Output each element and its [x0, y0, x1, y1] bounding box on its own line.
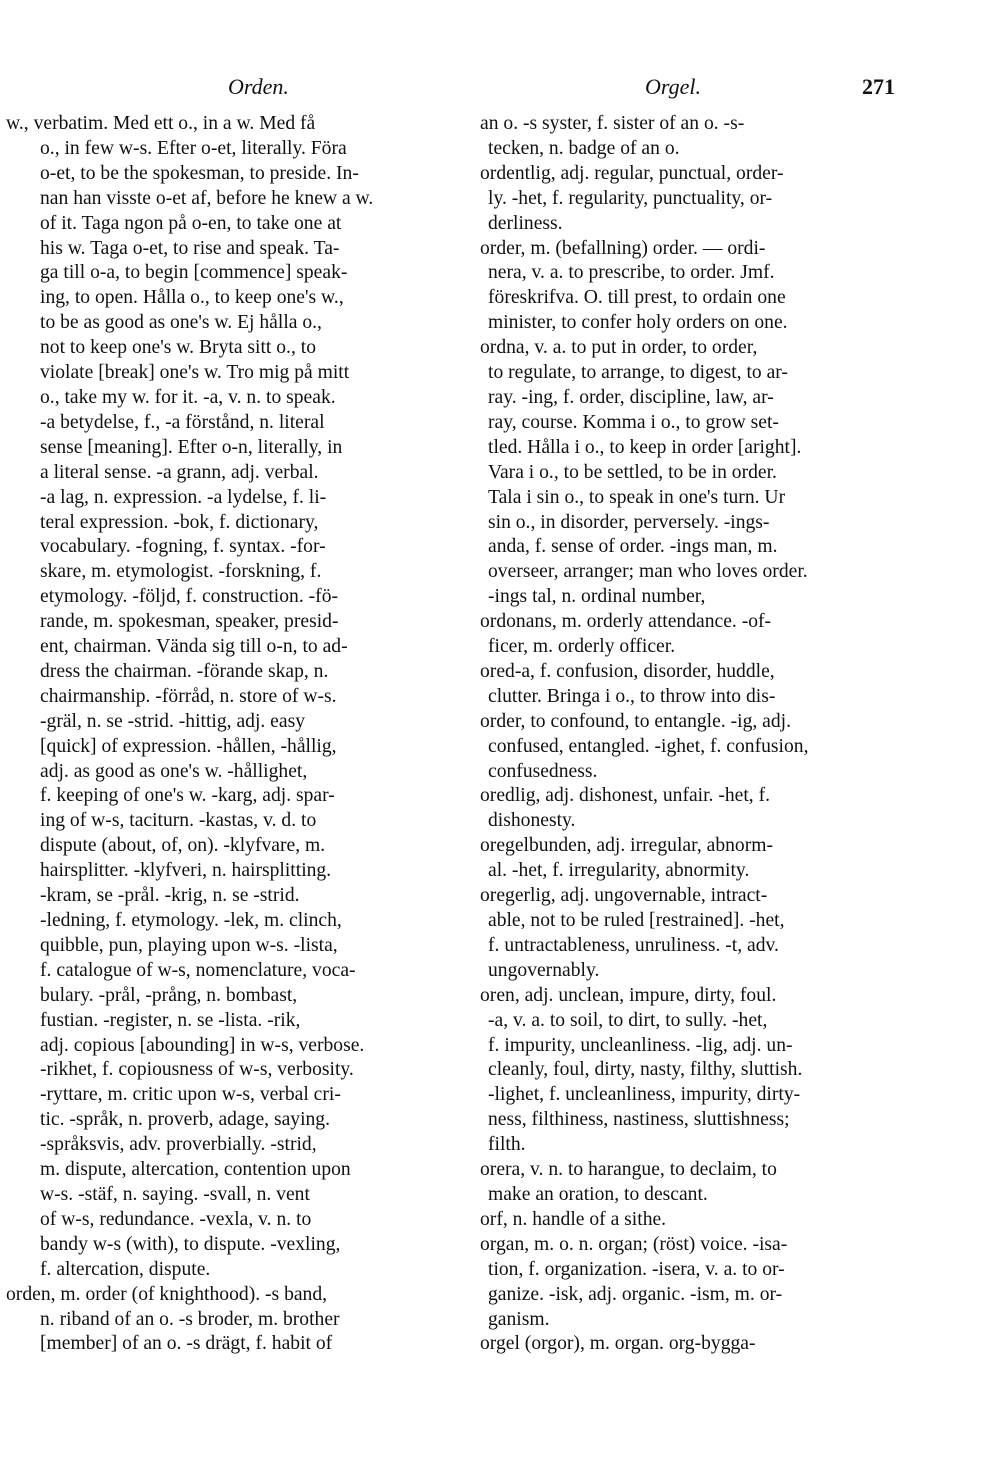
text-line: hairsplitter. -klyfveri, n. hairsplitting.	[40, 860, 332, 882]
text-line: [quick] of expression. -hållen, -hållig,	[40, 735, 337, 757]
running-header	[0, 74, 992, 104]
text-line: overseer, arranger; man who loves order.	[488, 561, 808, 583]
text-line: ent, chairman. Vända sig till o-n, to ad-	[40, 636, 348, 658]
text-line: ly. -het, f. regularity, punctuality, or-	[488, 187, 773, 209]
text-line: -gräl, n. se -strid. -hittig, adj. easy	[40, 710, 305, 732]
text-line: Tala i sin o., to speak in one's turn. Ur	[488, 486, 786, 508]
text-line: al. -het, f. irregularity, abnormity.	[488, 860, 750, 882]
text-line: tion, f. organization. -isera, v. a. to or-	[488, 1258, 785, 1280]
text-line: föreskrifva. O. till prest, to ordain one	[488, 287, 786, 309]
text-line: tecken, n. badge of an o.	[488, 137, 680, 159]
text-line: f. keeping of one's w. -karg, adj. spar-	[40, 785, 335, 807]
text-line: to be as good as one's w. Ej hålla o.,	[40, 312, 322, 334]
entry-headword-line: organ, m. o. n. organ; (röst) voice. -isa-	[480, 1233, 788, 1255]
text-line: clutter. Bringa i o., to throw into dis-	[488, 685, 776, 707]
text-line: f. catalogue of w-s, nomenclature, voca-	[40, 959, 356, 981]
entry-headword-line: orgel (orgor), m. organ. org-bygga-	[480, 1333, 756, 1355]
text-line: his w. Taga o-et, to rise and speak. Ta-	[40, 237, 340, 259]
text-line: teral expression. -bok, f. dictionary,	[40, 511, 319, 533]
text-line: skare, m. etymologist. -forskning, f.	[40, 561, 322, 583]
text-line: ness, filthiness, nastiness, sluttishness;	[488, 1109, 790, 1131]
text-line: o-et, to be the spokesman, to preside. In-	[40, 162, 359, 184]
text-line: dress the chairman. -förande skap, n.	[40, 660, 329, 682]
text-line: ing of w-s, taciturn. -kastas, v. d. to	[40, 810, 317, 832]
text-line: a literal sense. -a grann, adj. verbal.	[40, 461, 319, 483]
text-line: of w-s, redundance. -vexla, v. n. to	[40, 1208, 312, 1230]
text-line: -ryttare, m. critic upon w-s, verbal cri-	[40, 1084, 341, 1106]
text-line: dispute (about, of, on). -klyfvare, m.	[40, 835, 326, 857]
entry-headword-line: ordentlig, adj. regular, punctual, order-	[480, 162, 784, 184]
text-line: derliness.	[488, 212, 563, 234]
text-line: -språksvis, adv. proverbially. -strid,	[40, 1134, 317, 1156]
text-line: -a betydelse, f., -a förstånd, n. literal	[40, 411, 325, 433]
text-line: f. untractableness, unruliness. -t, adv.	[488, 934, 779, 956]
text-line: etymology. -följd, f. construction. -fö-	[40, 586, 339, 608]
text-line: not to keep one's w. Bryta sitt o., to	[40, 337, 316, 359]
text-line: bulary. -prål, -prång, n. bombast,	[40, 984, 298, 1006]
text-line: ficer, m. orderly officer.	[488, 636, 676, 658]
text-line: tic. -språk, n. proverb, adage, saying.	[40, 1109, 331, 1131]
text-line: able, not to be ruled [restrained]. -het,	[488, 910, 785, 931]
text-line: chairmanship. -förråd, n. store of w-s.	[40, 685, 337, 707]
text-line: vocabulary. -fogning, f. syntax. -for-	[40, 536, 326, 558]
text-line: ing, to open. Hålla o., to keep one's w.,	[40, 287, 344, 309]
text-line: -rikhet, f. copiousness of w-s, verbosity.	[40, 1059, 354, 1081]
text-line: confused, entangled. -ighet, f. confusion,	[488, 735, 809, 757]
text-line: minister, to confer holy orders on one.	[488, 312, 788, 334]
text-line: f. altercation, dispute.	[40, 1258, 211, 1280]
entry-headword-line: oregerlig, adj. ungovernable, intract-	[480, 885, 768, 907]
entry-headword-line: oren, adj. unclean, impure, dirty, foul.	[480, 984, 777, 1006]
text-line: cleanly, foul, dirty, nasty, filthy, sluttish.	[488, 1059, 803, 1081]
entry-headword-line: order, to confound, to entangle. -ig, adj.	[480, 710, 791, 732]
text-line: bandy w-s (with), to dispute. -vexling,	[40, 1233, 341, 1255]
text-line: sin o., in disorder, perversely. -ings-	[488, 511, 770, 533]
entry-headword-line: an o. -s syster, f. sister of an o. -s-	[480, 113, 745, 134]
right-column	[480, 112, 920, 1357]
text-line: filth.	[488, 1134, 526, 1156]
text-line: make an oration, to descant.	[488, 1183, 708, 1205]
page-number: 271	[862, 74, 895, 99]
text-line: -a, v. a. to soil, to dirt, to sully. -het,	[488, 1009, 768, 1031]
header-left-guide-word: Orden.	[228, 74, 289, 99]
text-line: ganize. -isk, adj. organic. -ism, m. or-	[488, 1283, 783, 1305]
text-line: to regulate, to arrange, to digest, to ar-	[488, 362, 788, 384]
text-line: dishonesty.	[488, 810, 576, 832]
text-line: confusedness.	[488, 760, 598, 782]
entry-headword-line: order, m. (befallning) order. — ordi-	[480, 237, 766, 259]
text-line: w-s. -stäf, n. saying. -svall, n. vent	[40, 1183, 310, 1205]
text-line: rande, m. spokesman, speaker, presid-	[40, 611, 339, 633]
text-line: fustian. -register, n. se -lista. -rik,	[40, 1009, 301, 1031]
entry-headword-line: orera, v. n. to harangue, to declaim, to	[480, 1159, 777, 1181]
text-line: [member] of an o. -s drägt, f. habit of	[40, 1333, 333, 1355]
entry-headword-line: ored-a, f. confusion, disorder, huddle,	[480, 660, 775, 682]
text-line: o., in few w-s. Efter o-et, literally. Föra	[40, 137, 347, 159]
text-line: tled. Hålla i o., to keep in order [aright].	[488, 436, 802, 458]
text-line: n. riband of an o. -s broder, m. brother	[40, 1308, 340, 1330]
text-line: sense [meaning]. Efter o-n, literally, in	[40, 436, 343, 458]
text-line: adj. copious [abounding] in w-s, verbose.	[40, 1034, 365, 1056]
text-line: violate [break] one's w. Tro mig på mitt	[40, 362, 350, 384]
entry-headword-line: orf, n. handle of a sithe.	[480, 1208, 667, 1230]
entry-headword-line: ordna, v. a. to put in order, to order,	[480, 337, 758, 359]
text-line: -ledning, f. etymology. -lek, m. clinch,	[40, 910, 342, 931]
text-line: quibble, pun, playing upon w-s. -lista,	[40, 934, 338, 956]
text-line: ray, course. Komma i o., to grow set-	[488, 411, 779, 433]
text-line: o., take my w. for it. -a, v. n. to speak.	[40, 386, 336, 408]
text-line: of it. Taga ngon på o-en, to take one at	[40, 212, 342, 234]
left-column	[6, 112, 458, 1357]
text-line: -kram, se -prål. -krig, n. se -strid.	[40, 885, 300, 907]
text-line: ray. -ing, f. order, discipline, law, ar-	[488, 386, 774, 408]
entry-headword-line: oredlig, adj. dishonest, unfair. -het, f.	[480, 785, 771, 807]
entry-headword-line: orden, m. order (of knighthood). -s band,	[6, 1283, 328, 1305]
text-line: f. impurity, uncleanliness. -lig, adj. un-	[488, 1034, 793, 1056]
text-line: m. dispute, altercation, contention upon	[40, 1159, 351, 1181]
text-line: -a lag, n. expression. -a lydelse, f. li-	[40, 486, 327, 508]
text-line: adj. as good as one's w. -hållighet,	[40, 760, 308, 782]
text-line: -ings tal, n. ordinal number,	[488, 586, 706, 608]
entry-headword-line: oregelbunden, adj. irregular, abnorm-	[480, 835, 774, 857]
text-line: nan han visste o-et af, before he knew a w.	[40, 187, 374, 209]
header-right-guide-word: Orgel.	[645, 74, 702, 99]
text-line: anda, f. sense of order. -ings man, m.	[488, 536, 778, 558]
text-line: nera, v. a. to prescribe, to order. Jmf.	[488, 262, 775, 284]
text-line: ungovernably.	[488, 959, 600, 981]
text-line: Vara i o., to be settled, to be in order.	[488, 461, 777, 483]
text-line: -lighet, f. uncleanliness, impurity, dirty-	[488, 1084, 801, 1106]
entry-headword-line: ordonans, m. orderly attendance. -of-	[480, 611, 772, 633]
text-line: ganism.	[488, 1308, 550, 1330]
entry-headword-line: w., verbatim. Med ett o., in a w. Med få	[6, 113, 316, 134]
text-line: ga till o-a, to begin [commence] speak-	[40, 262, 348, 284]
